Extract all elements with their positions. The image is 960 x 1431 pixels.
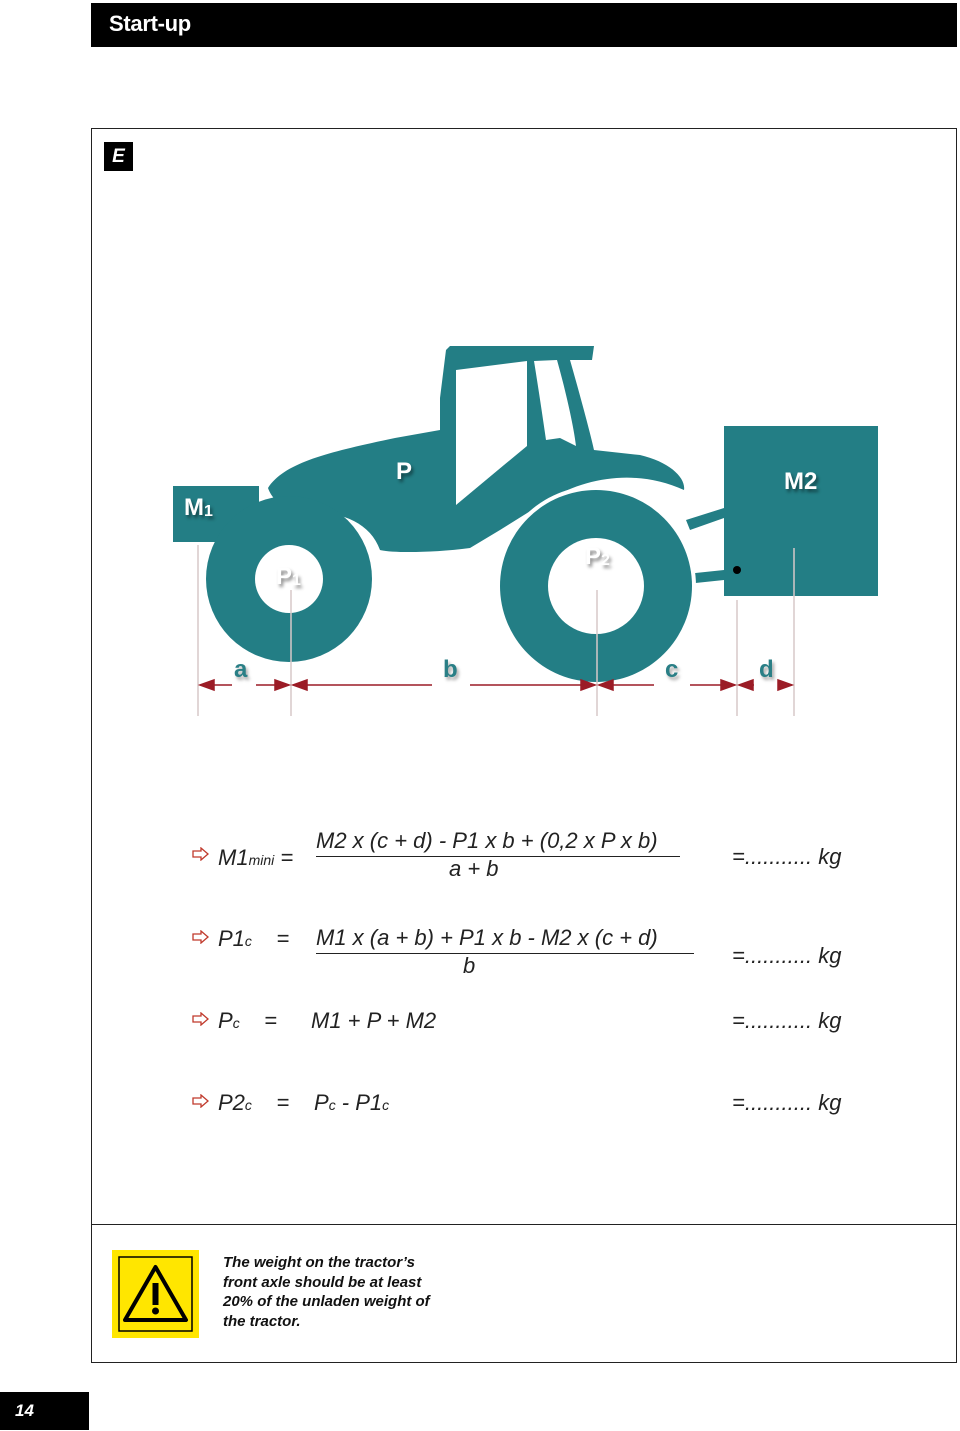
formula-1-lhs: M1mini =: [218, 845, 294, 870]
rear-weight-shape: [724, 426, 878, 596]
warning-triangle-icon: [112, 1250, 199, 1338]
dimension-c: c: [665, 656, 679, 683]
label-p1: $P_1$: [276, 563, 301, 590]
formula-2-numerator: M1 x (a + b) + P1 x b - M2 x (c + d): [316, 925, 658, 950]
formula-4-lhs: P2c =: [218, 1090, 290, 1115]
formula-1-result: =........... kg: [732, 844, 842, 869]
bullet-arrow-icon: [192, 1012, 210, 1026]
language-badge: E: [104, 142, 133, 171]
label-m1: $M_1$: [184, 494, 213, 521]
warning-text: The weight on the tractor’s front axle should be at least 20% of the unladen weight of the tractor.: [223, 1254, 430, 1330]
page-number-box: [0, 1392, 89, 1430]
warning-box: [112, 1250, 199, 1338]
page-title: Start-up: [109, 11, 191, 36]
bullet-arrow-icon: [192, 930, 210, 944]
formula-2-denominator: b: [463, 953, 476, 978]
hitch-linkage: [686, 508, 724, 530]
formula-1-denominator: a + b: [449, 856, 499, 881]
dimension-arrows: [200, 680, 792, 690]
formula-3-result: =........... kg: [732, 1008, 842, 1033]
bullet-arrow-icon: [192, 847, 210, 861]
formula-2-result: =........... kg: [732, 943, 842, 968]
dimension-a: a: [234, 656, 248, 683]
warning-divider: [91, 1224, 957, 1225]
label-p: P: [396, 458, 413, 485]
formula-2-lhs: P1c =: [218, 926, 290, 951]
dimension-d: d: [759, 656, 774, 683]
formula-3-lhs: Pc =: [218, 1008, 277, 1033]
formula-1-numerator: M2 x (c + d) - P1 x b + (0,2 x P x b): [316, 828, 658, 853]
formula-4-result: =........... kg: [732, 1090, 842, 1115]
center-of-gravity-dot: [733, 566, 741, 574]
formula-4-expression: Pc - P1c: [314, 1090, 390, 1115]
formula-3-expression: M1 + P + M2: [311, 1008, 437, 1033]
label-m2: M2: [784, 468, 818, 495]
bullet-arrow-icon: [192, 1094, 210, 1108]
dimension-b: b: [443, 656, 458, 683]
label-p2: $P_2$: [585, 543, 610, 570]
page-number: 14: [15, 1401, 34, 1420]
formula-2-fraction-line: [316, 953, 694, 954]
